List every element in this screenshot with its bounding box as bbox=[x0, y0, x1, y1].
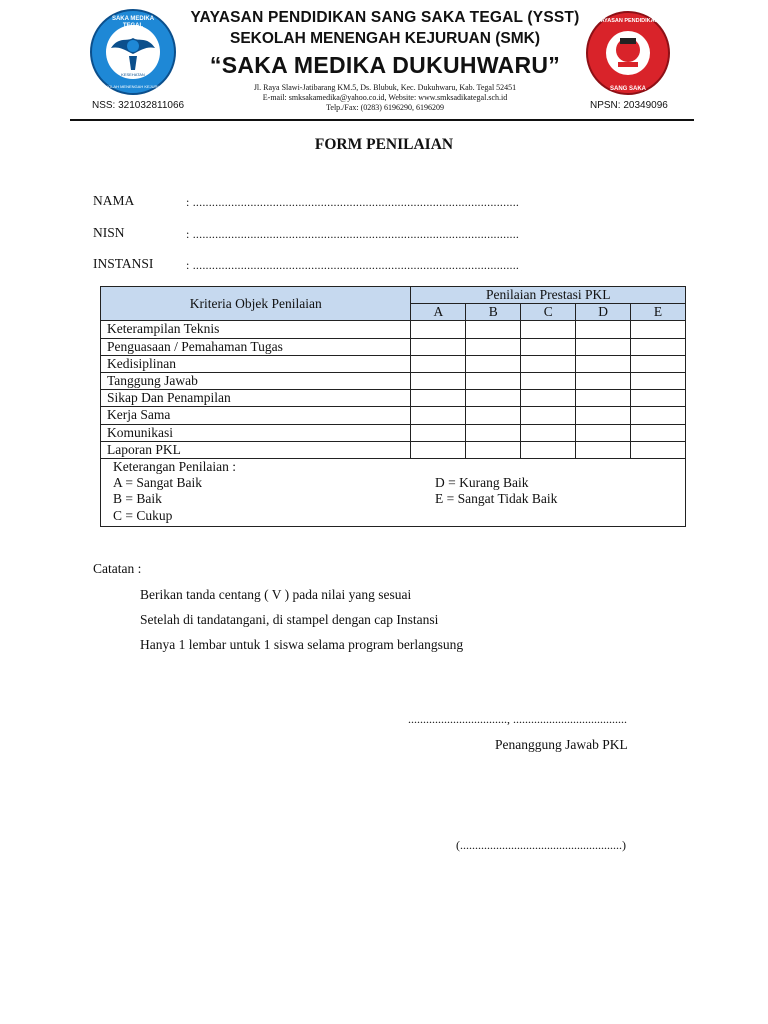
grade-cell[interactable] bbox=[521, 424, 576, 441]
npsn-number: NPSN: 20349096 bbox=[590, 100, 668, 111]
header-address: Jl. Raya Slawi-Jatibarang KM.5, Ds. Blubuk, Kec. Dukuhwaru, Kab. Tegal 52451 bbox=[253, 83, 517, 92]
notes-heading: Catatan : bbox=[93, 561, 142, 576]
criteria-cell: Penguasaan / Pemahaman Tugas bbox=[101, 338, 411, 355]
field-nama[interactable]: : ...................................................................................................... bbox=[186, 195, 520, 209]
logo-left-line4: SEKOLAH MENENGAH KEJURUAN bbox=[100, 84, 166, 89]
grade-cell[interactable] bbox=[466, 372, 521, 389]
grade-cell[interactable] bbox=[466, 321, 521, 338]
grade-cell[interactable] bbox=[576, 355, 631, 372]
header-divider bbox=[70, 119, 694, 121]
legend-row bbox=[101, 458, 686, 526]
field-label-instansi: INSTANSI bbox=[93, 256, 154, 271]
grade-cell[interactable] bbox=[631, 441, 686, 458]
legend-item: E = Sangat Tidak Baik bbox=[435, 491, 558, 507]
header-phone: Telp./Fax: (0283) 6196290, 6196209 bbox=[326, 103, 444, 112]
note-item: Hanya 1 lembar untuk 1 siswa selama program berlangsung bbox=[140, 637, 464, 652]
header-school-name: “SAKA MEDIKA DUKUHWARU” bbox=[209, 52, 561, 78]
grade-cell[interactable] bbox=[411, 424, 466, 441]
note-item: Berikan tanda centang ( V ) pada nilai yang sesuai bbox=[140, 587, 412, 602]
criteria-cell: Kerja Sama bbox=[101, 407, 411, 424]
grade-cell[interactable] bbox=[631, 424, 686, 441]
legend-item: B = Baik bbox=[113, 491, 162, 507]
field-instansi[interactable]: : ...................................................................................................... bbox=[186, 258, 520, 272]
grade-cell[interactable] bbox=[576, 321, 631, 338]
legend-item: D = Kurang Baik bbox=[435, 475, 529, 491]
grade-cell[interactable] bbox=[411, 355, 466, 372]
legend-table bbox=[107, 459, 679, 524]
grade-cell[interactable] bbox=[466, 441, 521, 458]
nss-number: NSS: 321032811066 bbox=[92, 100, 185, 111]
criteria-cell: Kedisiplinan bbox=[101, 355, 411, 372]
grade-cell[interactable] bbox=[631, 372, 686, 389]
school-logo bbox=[89, 8, 177, 96]
legend-empty bbox=[429, 507, 679, 523]
grade-cell[interactable] bbox=[631, 338, 686, 355]
header-school-type: SEKOLAH MENENGAH KEJURUAN (SMK) bbox=[229, 30, 540, 47]
logo-right-line1: YAYASAN PENDIDIKAN bbox=[597, 18, 659, 24]
criteria-cell: Komunikasi bbox=[101, 424, 411, 441]
grade-cell[interactable] bbox=[521, 372, 576, 389]
logo-left-line1: SAKA MEDIKA bbox=[111, 16, 155, 22]
grade-cell[interactable] bbox=[521, 407, 576, 424]
grade-cell[interactable] bbox=[576, 441, 631, 458]
table-row bbox=[101, 372, 686, 389]
assessment-table bbox=[100, 286, 686, 527]
logo-left-line3: KESEHATAN bbox=[121, 72, 145, 77]
grade-header: B bbox=[466, 304, 521, 321]
table-row bbox=[101, 407, 686, 424]
table-row bbox=[101, 424, 686, 441]
note-item: Setelah di tandatangani, di stampel dengan cap Instansi bbox=[140, 612, 439, 627]
grade-cell[interactable] bbox=[521, 355, 576, 372]
grade-header: A bbox=[411, 304, 466, 321]
table-row bbox=[101, 441, 686, 458]
grade-cell[interactable] bbox=[576, 390, 631, 407]
table-row bbox=[101, 355, 686, 372]
signature-name-line[interactable]: (......................................................) bbox=[456, 838, 626, 852]
legend-title: Keterangan Penilaian : bbox=[113, 458, 236, 474]
grade-cell[interactable] bbox=[576, 407, 631, 424]
signature-role: Penanggung Jawab PKL bbox=[495, 737, 628, 752]
criteria-cell: Sikap Dan Penampilan bbox=[101, 390, 411, 407]
legend-item: C = Cukup bbox=[113, 507, 173, 523]
field-label-nama: NAMA bbox=[93, 193, 135, 208]
grade-cell[interactable] bbox=[521, 390, 576, 407]
grade-cell[interactable] bbox=[576, 338, 631, 355]
header-email: E-mail: smksakamedika@yahoo.co.id, Website: www.smksadikategal.sch.id bbox=[262, 93, 508, 102]
header-foundation: YAYASAN PENDIDIKAN SANG SAKA TEGAL (YSST) bbox=[190, 9, 580, 26]
grade-header: D bbox=[576, 304, 631, 321]
prestasi-header: Penilaian Prestasi PKL bbox=[411, 287, 686, 304]
grade-header: E bbox=[631, 304, 686, 321]
grade-cell[interactable] bbox=[411, 407, 466, 424]
grade-cell[interactable] bbox=[466, 390, 521, 407]
legend-item: A = Sangat Baik bbox=[113, 475, 202, 491]
grade-cell[interactable] bbox=[466, 338, 521, 355]
logo-left-line2: TEGAL bbox=[122, 23, 144, 29]
grade-cell[interactable] bbox=[631, 321, 686, 338]
grade-cell[interactable] bbox=[521, 338, 576, 355]
grade-cell[interactable] bbox=[411, 338, 466, 355]
grade-cell[interactable] bbox=[631, 390, 686, 407]
table-row bbox=[101, 390, 686, 407]
grade-cell[interactable] bbox=[631, 407, 686, 424]
table-row bbox=[101, 338, 686, 355]
grade-cell[interactable] bbox=[576, 372, 631, 389]
grade-cell[interactable] bbox=[521, 321, 576, 338]
grade-cell[interactable] bbox=[411, 441, 466, 458]
grade-cell[interactable] bbox=[411, 321, 466, 338]
grade-header: C bbox=[521, 304, 576, 321]
criteria-cell: Keterampilan Teknis bbox=[101, 321, 411, 338]
grade-cell[interactable] bbox=[466, 355, 521, 372]
field-nisn[interactable]: : ...................................................................................................... bbox=[186, 227, 520, 241]
grade-cell[interactable] bbox=[631, 355, 686, 372]
grade-cell[interactable] bbox=[466, 407, 521, 424]
logo-right-line2: SANG SAKA bbox=[609, 86, 647, 92]
grade-cell[interactable] bbox=[521, 441, 576, 458]
grade-cell[interactable] bbox=[411, 372, 466, 389]
criteria-header: Kriteria Objek Penilaian bbox=[101, 287, 411, 321]
form-title: FORM PENILAIAN bbox=[314, 136, 454, 153]
table-row bbox=[101, 321, 686, 338]
criteria-cell: Laporan PKL bbox=[101, 441, 411, 458]
grade-cell[interactable] bbox=[576, 424, 631, 441]
place-date-line[interactable]: ................................., ...................................... bbox=[408, 712, 627, 726]
grade-cell[interactable] bbox=[411, 390, 466, 407]
field-label-nisn: NISN bbox=[93, 225, 125, 240]
grade-cell[interactable] bbox=[466, 424, 521, 441]
criteria-cell: Tanggung Jawab bbox=[101, 372, 411, 389]
